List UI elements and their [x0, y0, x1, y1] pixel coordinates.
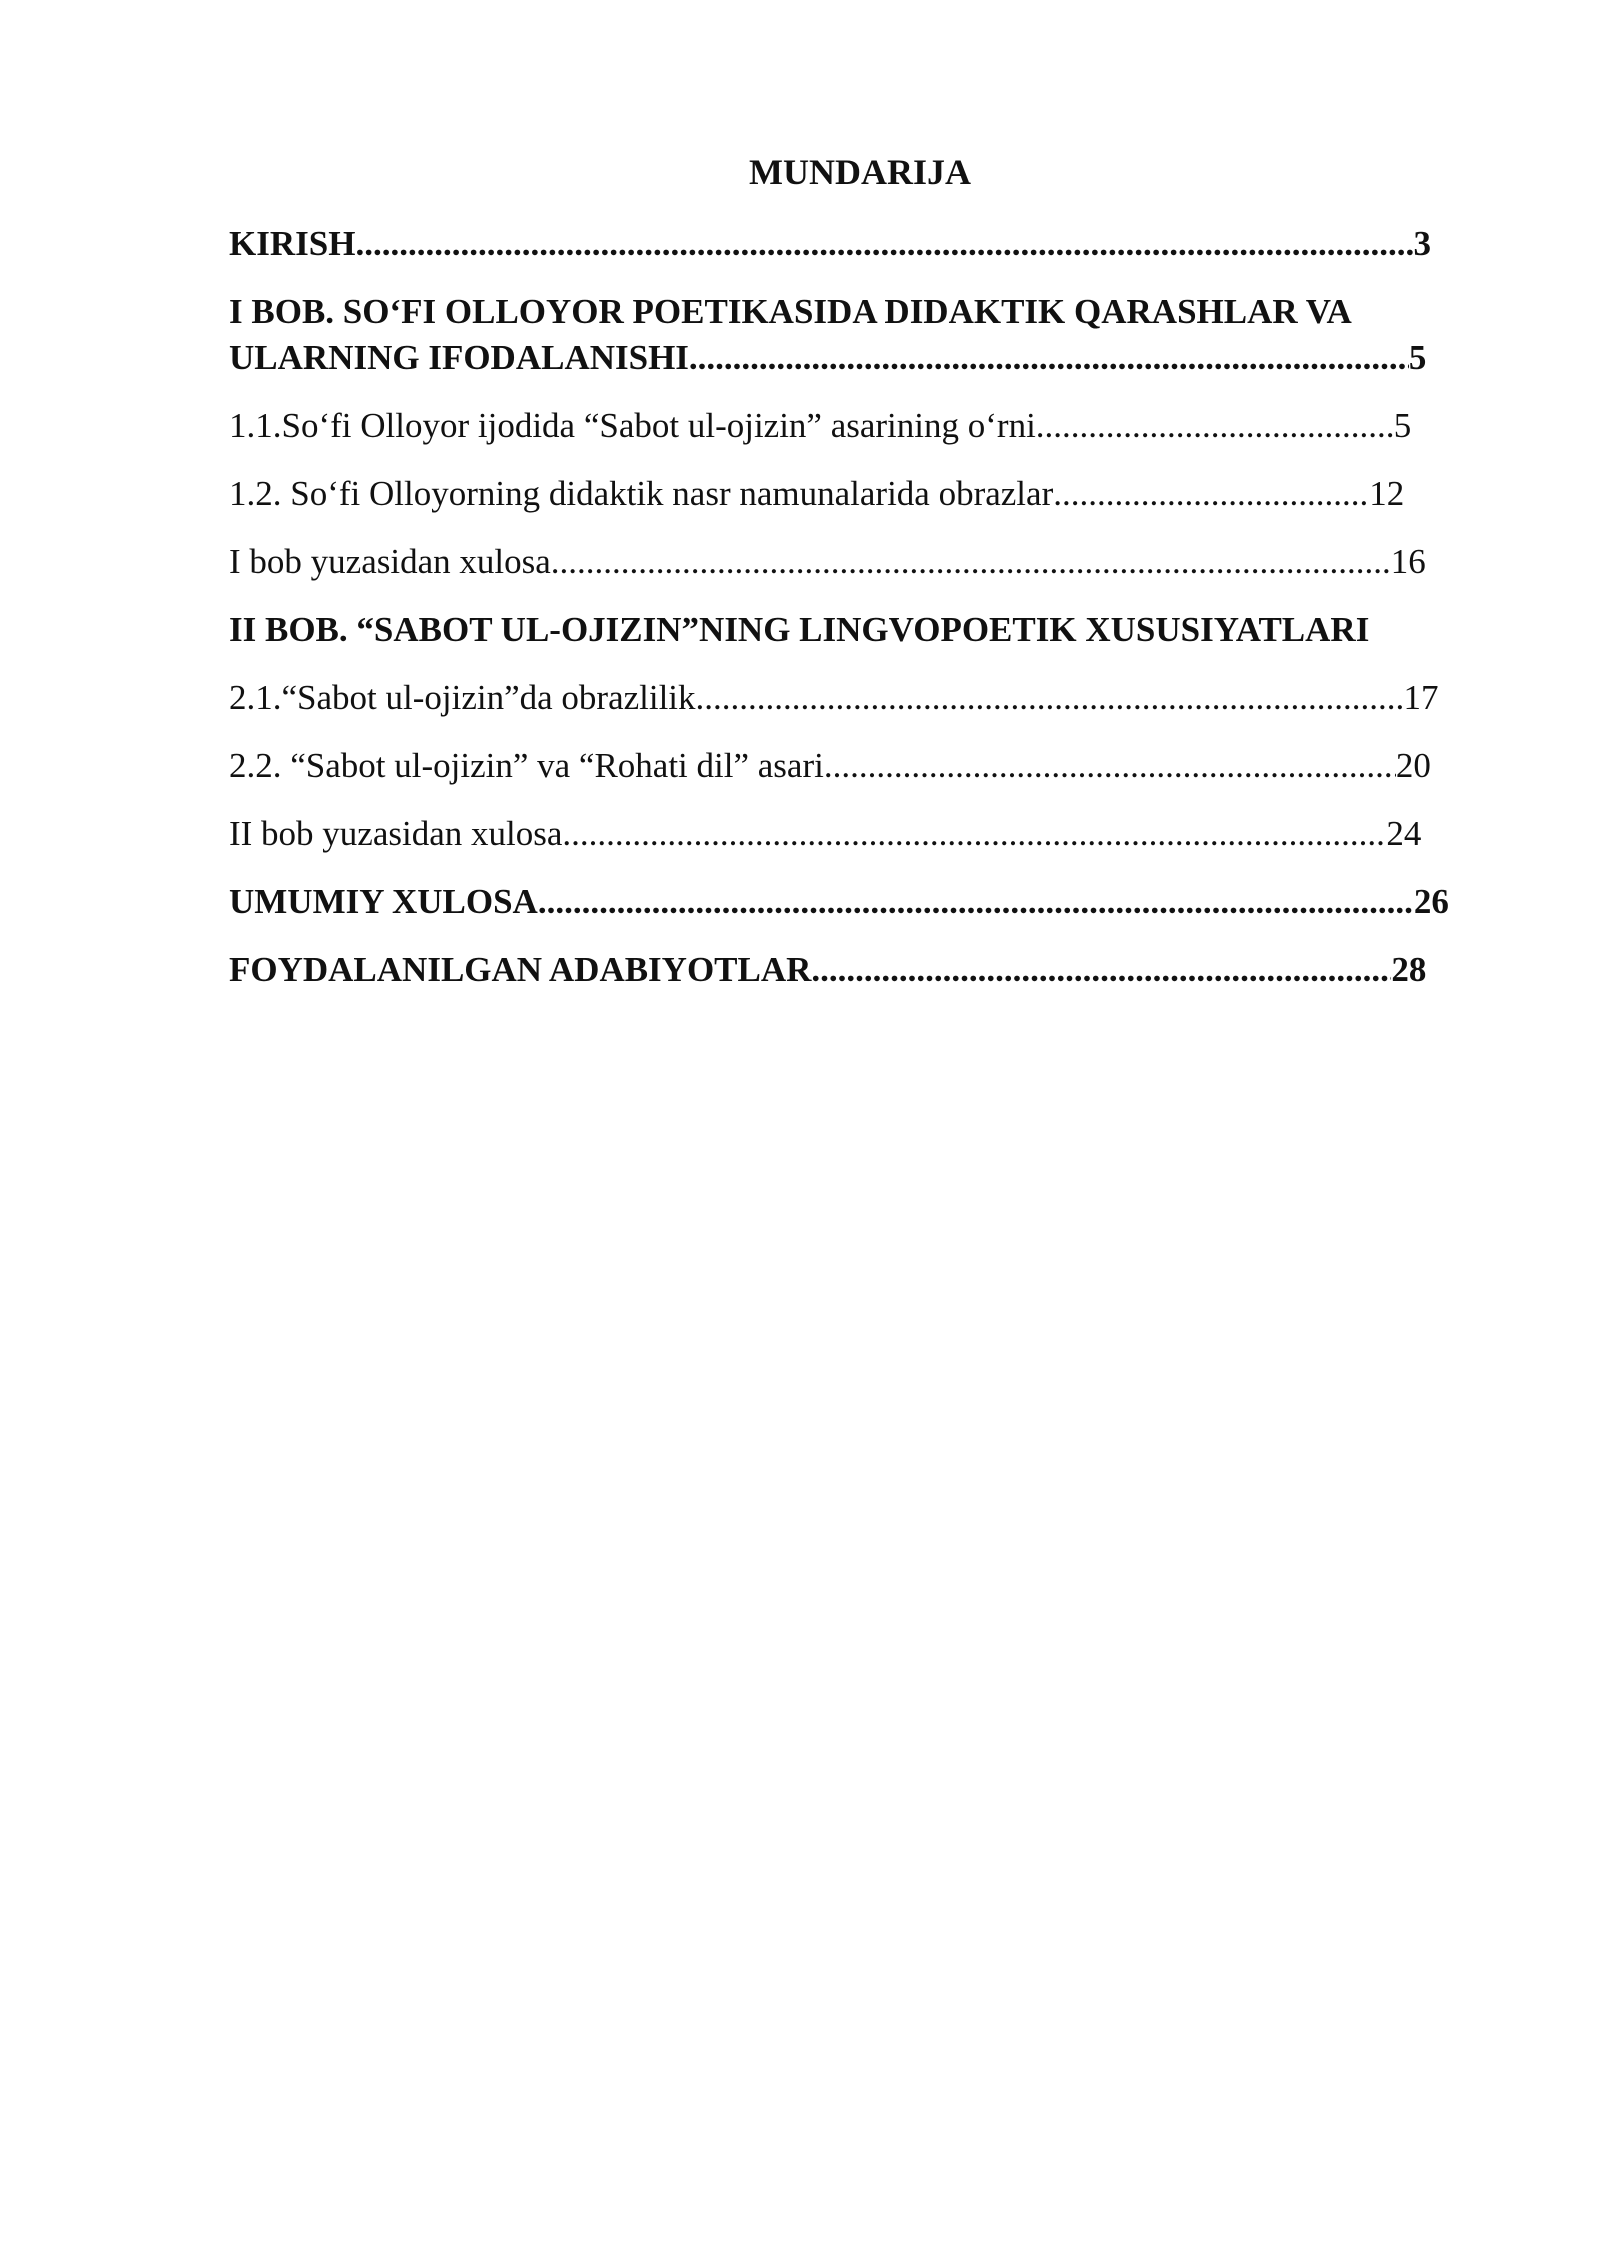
toc-entry-section-2-1[interactable]: [229, 676, 1439, 720]
toc-entry-chapter-1-summary[interactable]: [229, 540, 1426, 584]
toc-entry-text: KIRISH: [229, 224, 356, 263]
toc-entry-text: 1.1.So‘fi Olloyor ijodida “Sabot ul-ojizin” asarining o‘rni: [229, 406, 1036, 445]
leader-dots: [689, 336, 1409, 380]
leader-dots: [562, 812, 1386, 856]
toc-entry-page: 3: [1413, 224, 1431, 263]
toc-entry-text: UMUMIY XULOSA: [229, 882, 538, 921]
toc-entry-text: I bob yuzasidan xulosa: [229, 542, 551, 581]
leader-dots: [811, 948, 1391, 992]
toc-entry-page: 28: [1391, 950, 1427, 989]
toc-entry-text: 1.2. So‘fi Olloyorning didaktik nasr namunalarida obrazlar: [229, 474, 1054, 513]
toc-entry-section-2-2[interactable]: [229, 744, 1431, 788]
toc-entry-text: II bob yuzasidan xulosa: [229, 814, 563, 853]
toc-entry-text: 2.1.“Sabot ul-ojizin”da obrazlilik: [229, 678, 696, 717]
leader-dots: [696, 676, 1404, 720]
leader-dots: [538, 880, 1414, 924]
toc-entry-chapter-1-line-2[interactable]: [229, 336, 1426, 380]
toc-entry-text: FOYDALANILGAN ADABIYOTLAR: [229, 950, 812, 989]
toc-entry-page: 17: [1403, 678, 1439, 717]
leader-dots: [355, 222, 1413, 266]
toc-entry-conclusion[interactable]: [229, 880, 1449, 924]
leader-dots: [1036, 404, 1394, 448]
toc-entry-references[interactable]: [229, 948, 1426, 992]
toc-entry-text: I BOB. SO‘FI OLLOYOR POETIKASIDA DIDAKTIK QARASHLAR VA: [229, 292, 1352, 331]
toc-entry-text: ULARNING IFODALANISHI: [229, 338, 689, 377]
toc-entry-chapter-1-line-1[interactable]: [229, 290, 1352, 334]
toc-entry-section-1-1[interactable]: [229, 404, 1411, 448]
toc-entry-page: 5: [1408, 338, 1427, 377]
toc-entry-page: 5: [1393, 406, 1412, 445]
toc-entry-text: II BOB. “SABOT UL-OJIZIN”NING LINGVOPOETIK XUSUSIYATLARI: [229, 610, 1370, 649]
leader-dots: [551, 540, 1391, 584]
toc-title: MUNDARIJA: [749, 152, 971, 192]
toc-entry-page: 12: [1369, 474, 1405, 513]
toc-entry-page: 20: [1395, 746, 1431, 785]
toc-entry-kirish[interactable]: [229, 222, 1431, 266]
toc-entry-chapter-2-summary[interactable]: [229, 812, 1421, 856]
toc-entry-page: 24: [1386, 814, 1422, 853]
leader-dots: [824, 744, 1396, 788]
leader-dots: [1053, 472, 1369, 516]
toc-entry-section-1-2[interactable]: [229, 472, 1404, 516]
toc-entry-page: 16: [1390, 542, 1426, 581]
toc-entry-chapter-2[interactable]: [229, 608, 1369, 652]
toc-entry-text: 2.2. “Sabot ul-ojizin” va “Rohati dil” asari: [229, 746, 824, 785]
toc-entry-page: 26: [1413, 882, 1449, 921]
